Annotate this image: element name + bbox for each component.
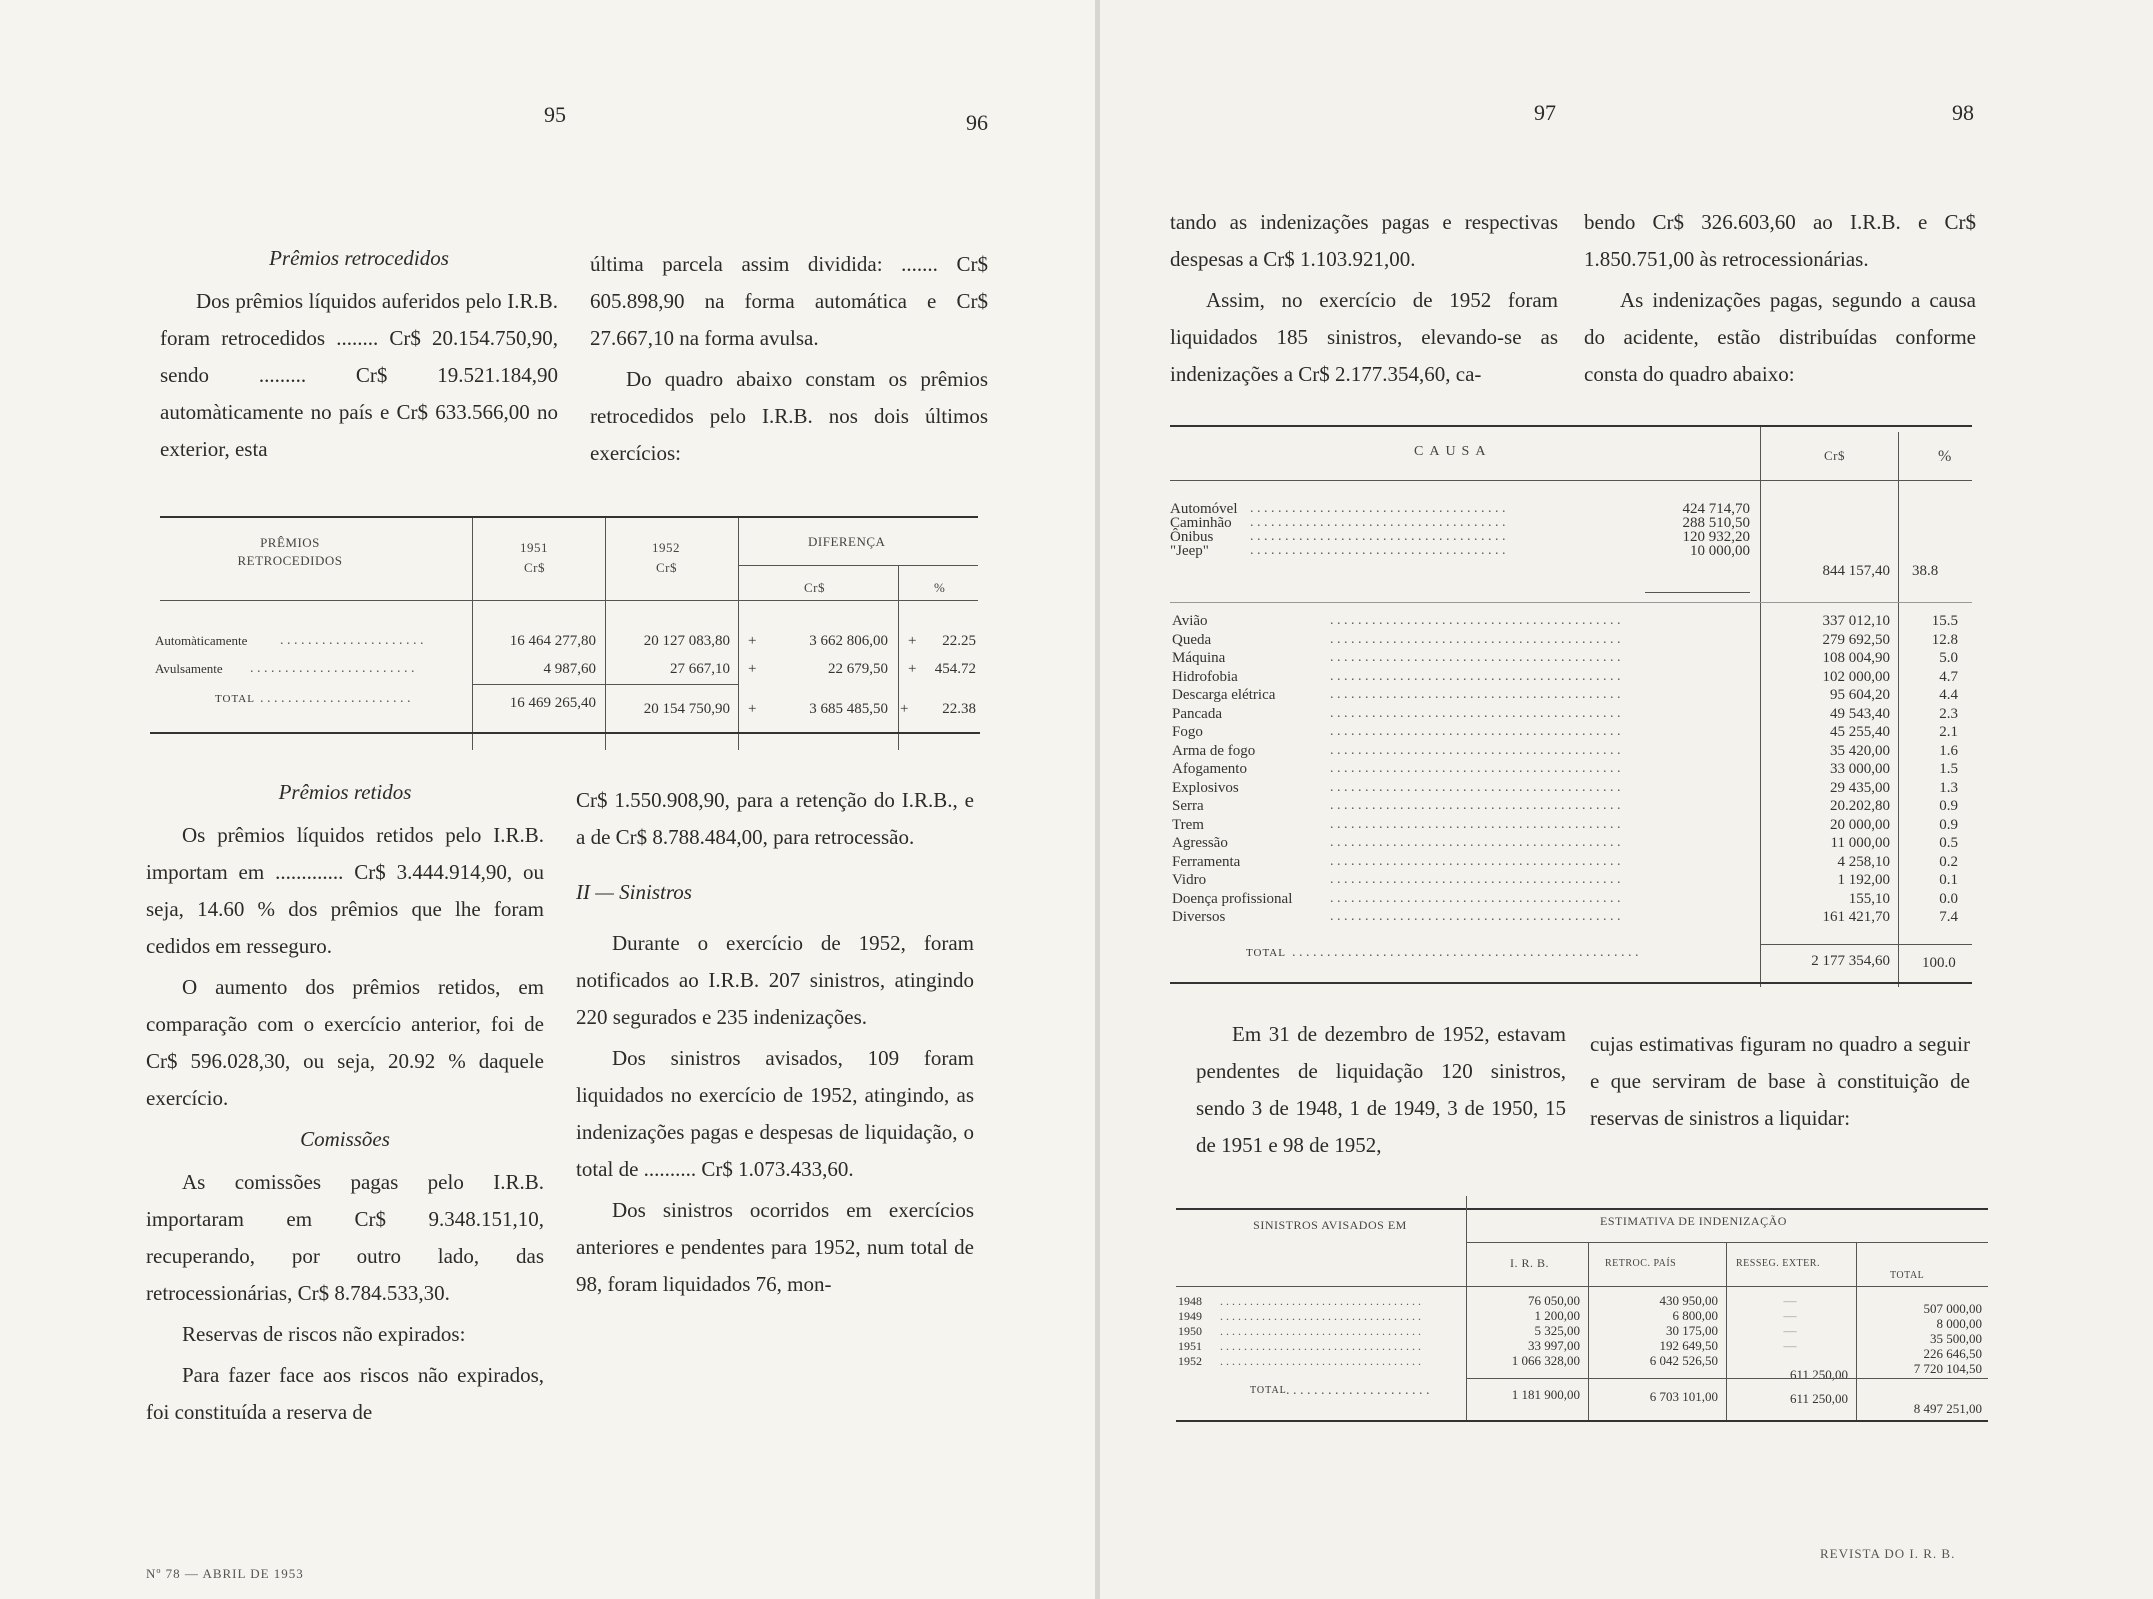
table-cell: 35 500,00 [1930, 1331, 1982, 1346]
table-cell: + [908, 661, 917, 677]
table-cell: 33 997,00 [1528, 1338, 1580, 1353]
divider [605, 518, 606, 750]
table-cell: 155,10 [1848, 890, 1890, 907]
table-cell: 12.8 [1931, 631, 1958, 648]
table-cell: 424 714,70 [1682, 501, 1750, 517]
table-header-premios: PRÊMIOS RETROCEDIDOS [237, 535, 343, 568]
leader-dots: . . . . . . . . . . . . . . . . . . . . . . . . . . . . . . . . . . . . . . . . . . [1330, 890, 1624, 906]
table-cell: 5 325,00 [1534, 1323, 1580, 1338]
paragraph: Assim, no exercício de 1952 foram liquidados 185 sinistros, elevando-se as indenizações a Cr$ 2.177.354,60, ca- [1170, 288, 1558, 386]
header-retroc: RETROC. PAÍS [1605, 1258, 1677, 1269]
table-cell: 611 250,00 [1789, 1391, 1848, 1406]
header-currency: Cr$ [656, 560, 677, 575]
table-header-rule [160, 600, 978, 601]
paragraph: As indenizações pagas, segundo a causa do acidente, estão distribuídas conforme consta do quadro abaixo: [1584, 288, 1976, 386]
table-row-label: Doença profissional [1172, 890, 1293, 907]
page-number-95: 95 [544, 102, 566, 127]
table-cell: + [908, 633, 917, 649]
table-cell: 29 435,00 [1830, 779, 1890, 796]
table-cell: 1 181 900,00 [1511, 1387, 1580, 1402]
header-diferenca: DIFERENÇA [808, 534, 886, 549]
table-cell: 76 050,00 [1528, 1293, 1580, 1308]
table-cell: 0.0 [1939, 890, 1958, 907]
table-cell: 0.9 [1939, 816, 1958, 833]
leader-dots: . . . . . . . . . . . . . . . . . . . . . . . . . . . . . . . . . . . . . [1250, 501, 1509, 516]
table-bottom-rule [1170, 982, 1972, 984]
leader-dots: . . . . . . . . . . . . . . . . . . . . . . . . . . . . . . . . . . [1220, 1309, 1424, 1323]
table-cell: 8 497 251,00 [1913, 1401, 1982, 1416]
table-row-label: Hidrofobia [1172, 668, 1238, 685]
leader-dots: . . . . . . . . . . . . . . . . . . . . . . . . . . . . . . . . . . . . . . . . . . [1330, 779, 1624, 795]
table-cell: + [900, 701, 909, 717]
leader-dots: . . . . . . . . . . . . . . . . . . . . . [1286, 1383, 1430, 1398]
table-cell: 1 192,00 [1837, 872, 1890, 888]
table-cell: 4.4 [1939, 687, 1958, 703]
table-row-label: Máquina [1172, 650, 1226, 666]
table-cell: + [748, 633, 757, 649]
table-row-label: Avião [1172, 613, 1208, 629]
paragraph: última parcela assim dividida: ....... Cr$ 605.898,90 na forma automática e Cr$ 27.667,10 na forma avulsa. [590, 252, 988, 350]
table-cell: 507 000,00 [1923, 1301, 1982, 1316]
table-row-label: Diversos [1172, 909, 1226, 925]
divider [472, 518, 473, 750]
leader-dots: . . . . . . . . . . . . . . . . . . . . . . . . . . . . . . . . . . [1220, 1294, 1424, 1308]
paragraph: tando as indenizações pagas e respectivas despesas a Cr$ 1.103.921,00. [1170, 210, 1558, 271]
paragraph: Cr$ 1.550.908,90, para a retenção do I.R.B., e a de Cr$ 8.788.484,00, para retrocessão. [576, 788, 974, 849]
table-cell: 20.202,80 [1830, 798, 1890, 814]
heading-comissoes: Comissões [300, 1127, 390, 1151]
header-currency: Cr$ [524, 560, 545, 575]
leader-dots: . . . . . . . . . . . . . . . . . . . . . . . . . . . . . . . . . . . . . . . . . . [1330, 668, 1624, 684]
table-total-value: 2 177 354,60 [1811, 953, 1890, 969]
divider [1170, 602, 1972, 603]
divider [1588, 1242, 1589, 1420]
table-cell: — [1783, 1293, 1797, 1308]
table-bottom-rule [1176, 1420, 1988, 1422]
table-row-label: Trem [1172, 816, 1204, 833]
table-header-rule [1170, 480, 1972, 481]
leader-dots: . . . . . . . . . . . . . . . . . . . . . . . . . . . . . . . . . . . . . . . . . . [1330, 724, 1624, 739]
table-cell: 226 646,50 [1923, 1346, 1982, 1361]
table-cell: 3 662 806,00 [809, 633, 888, 649]
divider [738, 518, 739, 750]
table-cell: 7 720 104,50 [1913, 1361, 1982, 1376]
table-row-label: Explosivos [1172, 779, 1239, 796]
table-cell: 279 692,50 [1822, 631, 1890, 648]
table-row-label: Fogo [1172, 724, 1203, 740]
table-row-label: Vidro [1172, 872, 1207, 888]
table-row-label: Queda [1172, 631, 1212, 648]
table-cell: 4.7 [1939, 668, 1958, 685]
left-col1-bottom [146, 774, 544, 1435]
table-cell: — [1783, 1323, 1797, 1338]
vehicles-total: 844 157,40 [1822, 563, 1890, 579]
table-row-label: Automóvel [1170, 501, 1238, 517]
table-cell: 102 000,00 [1822, 668, 1890, 685]
table-cell: 22.38 [942, 701, 976, 717]
table-row-label: Pancada [1172, 705, 1222, 722]
table-total-label: TOTAL [215, 693, 255, 705]
leader-dots: . . . . . . . . . . . . . . . . . . . . . . . . . . . . . . . . . . . . . [1250, 543, 1509, 558]
table-row-label: Automàticamente [155, 633, 248, 648]
page-number-96: 96 [966, 110, 988, 135]
left-col2-top [590, 246, 988, 476]
page-number-97: 97 [1534, 100, 1556, 125]
table-cell: 11 000,00 [1830, 835, 1890, 851]
table-top-rule [160, 516, 978, 518]
divider [1856, 1242, 1857, 1420]
right-page [1100, 0, 2153, 1599]
table-cell: 33 000,00 [1830, 761, 1890, 777]
table-cell: 1.5 [1939, 761, 1958, 777]
table-cell: 7.4 [1939, 909, 1958, 925]
table-cell: 22 679,50 [828, 661, 888, 677]
leader-dots: . . . . . . . . . . . . . . . . . . . . . . . . . . . . . . . . . . . . . . . . . . [1330, 909, 1624, 924]
header-cr: Cr$ [1824, 448, 1845, 463]
paragraph: cujas estimativas figuram no quadro a seguir e que serviram de base à constituição de reservas de sinistros a liquidar: [1590, 1032, 1970, 1130]
paragraph: bendo Cr$ 326.603,60 ao I.R.B. e Cr$ 1.850.751,00 às retrocessionárias. [1584, 210, 1976, 271]
table-cell: 4 987,60 [543, 661, 596, 677]
paragraph: Os prêmios líquidos retidos pelo I.R.B. importam em ............. Cr$ 3.444.914,90, ou seja, 14.60 % dos prêmios que lhe foram cedidos em resseguro. [146, 823, 544, 958]
table-cell: 95 604,20 [1830, 687, 1890, 703]
table-cell: 120 932,20 [1682, 529, 1750, 545]
leader-dots: . . . . . . . . . . . . . . . . . . . . . . . . . . . . . . . . . . [1220, 1324, 1424, 1338]
leader-dots: . . . . . . . . . . . . . . . . . . . . . . . . . . . . . . . . . . . . . . . . . . [1330, 705, 1624, 721]
leader-dots: . . . . . . . . . . . . . . . . . . . . . . . . . . . . . . . . . . . . . . . . . . [1330, 687, 1624, 702]
table-header-rule [1176, 1286, 1988, 1287]
divider [1760, 427, 1761, 987]
table-cell: 288 510,50 [1682, 515, 1750, 531]
table-cell: 45 255,40 [1830, 724, 1890, 740]
table-cell: 611 250,00 [1789, 1367, 1848, 1382]
divider [1898, 432, 1899, 987]
divider [1726, 1242, 1727, 1420]
table-row-label: Descarga elétrica [1172, 687, 1276, 703]
divider [1466, 1196, 1467, 1421]
table-row-label: Serra [1172, 798, 1204, 814]
table-total-pct: 100.0 [1922, 955, 1956, 971]
leader-dots: . . . . . . . . . . . . . . . . . . . . . . . . . . . . . . . . . . . . . . . . . . [1330, 835, 1624, 850]
table-bottom-rule [150, 732, 980, 734]
table-top-rule [1170, 425, 1972, 427]
table-row-label: 1952 [1178, 1354, 1202, 1368]
table-cell: — [1783, 1308, 1797, 1323]
table-cell: 192 649,50 [1659, 1338, 1718, 1353]
leader-dots: . . . . . . . . . . . . . . . . . . . . . . . . . . . . . . . . . . . . . . . . . . [1330, 761, 1624, 776]
header-sinistros-avisados: SINISTROS AVISADOS EM [1253, 1218, 1407, 1232]
table-cell: 337 012,10 [1822, 613, 1890, 629]
table-cell: 30 175,00 [1666, 1323, 1718, 1338]
table-cell: 6 042 526,50 [1649, 1353, 1718, 1368]
leader-dots: . . . . . . . . . . . . . . . . . . . . . . . . . . . . . . . . . . . . . . . . . . . . . . . . . . [1292, 945, 1639, 960]
table-total-label: TOTAL [1246, 947, 1286, 959]
table-row-label: "Jeep" [1170, 543, 1209, 559]
right-col1-bottom [1196, 1016, 1566, 1168]
table-total-label: TOTAL [1250, 1385, 1287, 1396]
divider [1760, 944, 1972, 945]
divider [1466, 1378, 1988, 1379]
leader-dots: . . . . . . . . . . . . . . . . . . . . . . . . [250, 661, 415, 676]
leader-dots: . . . . . . . . . . . . . . . . . . . . . . . . . . . . . . . . . . [1220, 1339, 1424, 1353]
table-cell: 454.72 [934, 661, 976, 677]
table-cell: 2.1 [1939, 724, 1958, 740]
leader-dots: . . . . . . . . . . . . . . . . . . . . . . . . . . . . . . . . . . . . . . . . . . [1330, 742, 1624, 758]
table-cell: 35 420,00 [1830, 742, 1890, 759]
leader-dots: . . . . . . . . . . . . . . . . . . . . . . . . . . . . . . . . . . . . . . . . . . [1330, 631, 1624, 647]
header-1952: 1952 [652, 540, 680, 555]
table-cell: 20 000,00 [1830, 816, 1890, 833]
right-col2-bottom [1590, 1026, 1970, 1141]
header-causa: CAUSA [1414, 444, 1492, 459]
leader-dots: . . . . . . . . . . . . . . . . . . . . . [280, 633, 424, 648]
table-cell: 1 066 328,00 [1511, 1353, 1580, 1368]
leader-dots: . . . . . . . . . . . . . . . . . . . . . . . . . . . . . . . . . . [1220, 1354, 1424, 1368]
table-cell: 16 464 277,80 [509, 633, 596, 649]
header-1951: 1951 [520, 540, 548, 555]
table-row-label: Caminhão [1170, 515, 1232, 531]
table-cell: 49 543,40 [1830, 705, 1890, 722]
right-col1-top [1170, 204, 1558, 397]
footer-issue: Nº 78 — ABRIL DE 1953 [146, 1566, 304, 1581]
table-cell: 108 004,90 [1822, 650, 1890, 666]
leader-dots: . . . . . . . . . . . . . . . . . . . . . . . . . . . . . . . . . . . . . [1250, 529, 1509, 544]
table-cell: 8 000,00 [1936, 1316, 1982, 1331]
divider [472, 684, 738, 685]
table-cell: 1.6 [1939, 742, 1958, 759]
table-cell: 1 200,00 [1534, 1308, 1580, 1323]
leader-dots: . . . . . . . . . . . . . . . . . . . . . . . . . . . . . . . . . . . . . . . . . . [1330, 613, 1624, 628]
table-cell: 4 258,10 [1837, 853, 1890, 870]
footer-revista: REVISTA DO I. R. B. [1820, 1546, 1956, 1561]
table-cell: 161 421,70 [1822, 909, 1890, 925]
heading-premios-retrocedidos: Prêmios retrocedidos [269, 246, 449, 270]
table-row-label: 1950 [1178, 1324, 1202, 1338]
table-cell: — [1783, 1338, 1797, 1353]
left-col1-top [160, 240, 558, 472]
table-cell: 27 667,10 [670, 661, 730, 677]
table-cell: 0.1 [1939, 872, 1958, 888]
divider [1645, 592, 1750, 593]
heading-sinistros: II — Sinistros [576, 880, 692, 904]
table-top-rule [1176, 1208, 1988, 1210]
table-cell: 6 703 101,00 [1649, 1389, 1718, 1404]
leader-dots: . . . . . . . . . . . . . . . . . . . . . . . . . . . . . . . . . . . . . . . . . . [1330, 650, 1624, 665]
paragraph: Do quadro abaixo constam os prêmios retrocedidos pelo I.R.B. nos dois últimos exercícios: [590, 367, 988, 465]
header-currency: Cr$ [804, 580, 825, 595]
table-row-label: 1951 [1178, 1339, 1202, 1353]
paragraph: Dos sinistros ocorridos em exercícios anteriores e pendentes para 1952, num total de 98, foram liquidados 76, mon- [576, 1198, 974, 1296]
right-col2-top [1584, 204, 1976, 397]
table-cell: 2.3 [1939, 705, 1958, 722]
table-cell: 0.5 [1939, 835, 1958, 851]
left-col2-bottom [576, 782, 974, 1307]
leader-dots: . . . . . . . . . . . . . . . . . . . . . . . . . . . . . . . . . . . . . . . . . . [1330, 872, 1624, 887]
leader-dots: . . . . . . . . . . . . . . . . . . . . . . . . . . . . . . . . . . . . . . . . . . [1330, 853, 1624, 869]
table-cell: 1.3 [1939, 779, 1958, 796]
divider [898, 565, 899, 750]
table-row-label: Afogamento [1172, 761, 1247, 777]
header-resseg: RESSEG. EXTER. [1736, 1258, 1820, 1269]
table-cell: 22.25 [942, 633, 976, 649]
header-estimativa: ESTIMATIVA DE INDENIZAÇÃO [1600, 1214, 1787, 1228]
table-cell: 3 685 485,50 [809, 701, 888, 717]
table-cell: + [748, 661, 757, 677]
table-cell: 15.5 [1931, 613, 1958, 629]
table-cell: 430 950,00 [1659, 1293, 1718, 1308]
leader-dots: . . . . . . . . . . . . . . . . . . . . . . [260, 691, 411, 706]
vehicles-pct: 38.8 [1912, 563, 1939, 579]
divider [738, 565, 978, 566]
table-row-label: Arma de fogo [1172, 742, 1256, 759]
table-cell: 16 469 265,40 [509, 695, 596, 711]
table-cell: 20 127 083,80 [643, 633, 730, 649]
header-total: TOTAL [1890, 1270, 1925, 1281]
heading-reservas: Reservas de riscos não expirados: [182, 1322, 466, 1346]
paragraph: Para fazer face aos riscos não expirados, foi constituída a reserva de [146, 1363, 544, 1424]
leader-dots: . . . . . . . . . . . . . . . . . . . . . . . . . . . . . . . . . . . . . . . . . . [1330, 798, 1624, 813]
table-cell: 0.2 [1939, 853, 1958, 870]
paragraph: O aumento dos prêmios retidos, em comparação com o exercício anterior, foi de Cr$ 596.028,30, ou seja, 20.92 % daquele exercício. [146, 975, 544, 1110]
paragraph: As comissões pagas pelo I.R.B. importaram em Cr$ 9.348.151,10, recuperando, por outro lado, das retrocessionárias, Cr$ 8.784.533,30. [146, 1170, 544, 1305]
divider [1466, 1242, 1988, 1243]
table-cell: 0.9 [1939, 798, 1958, 814]
table-cell: 5.0 [1939, 650, 1958, 666]
paragraph: Em 31 de dezembro de 1952, estavam pendentes de liquidação 120 sinistros, sendo 3 de 1948, 1 de 1949, 3 de 1950, 15 de 1951 e 98 de 1952, [1196, 1022, 1566, 1157]
table-cell: 10 000,00 [1690, 543, 1750, 559]
table-row-label: Agressão [1172, 835, 1228, 851]
paragraph: Dos prêmios líquidos auferidos pelo I.R.B. foram retrocedidos ........ Cr$ 20.154.750,90, sendo ......... Cr$ 19.521.184,90 automàticamente no país e Cr$ 633.566,00 no exterior, esta [160, 289, 558, 461]
table-row-label: 1948 [1178, 1294, 1202, 1308]
table-row-label: 1949 [1178, 1309, 1202, 1323]
table-row-label: Ferramenta [1172, 853, 1241, 870]
leader-dots: . . . . . . . . . . . . . . . . . . . . . . . . . . . . . . . . . . . . . [1250, 515, 1509, 530]
leader-dots: . . . . . . . . . . . . . . . . . . . . . . . . . . . . . . . . . . . . . . . . . . [1330, 816, 1624, 832]
header-pct: % [934, 580, 946, 595]
table-row-label: Avulsamente [155, 661, 223, 676]
paragraph: Dos sinistros avisados, 109 foram liquidados no exercício de 1952, atingindo, as indenizações pagas e despesas de liquidação, o total de .......... Cr$ 1.073.433,60. [576, 1046, 974, 1181]
header-irb: I. R. B. [1510, 1256, 1550, 1270]
paragraph: Durante o exercício de 1952, foram notificados ao I.R.B. 207 sinistros, atingindo 220 segurados e 235 indenizações. [576, 931, 974, 1029]
header-pct: % [1938, 448, 1952, 465]
table-cell: 20 154 750,90 [643, 701, 730, 717]
page-number-98: 98 [1952, 100, 1974, 125]
table-cell: 6 800,00 [1672, 1308, 1718, 1323]
table-row-label: Ônibus [1170, 529, 1214, 545]
table-cell: + [748, 701, 757, 717]
heading-premios-retidos: Prêmios retidos [278, 780, 412, 804]
